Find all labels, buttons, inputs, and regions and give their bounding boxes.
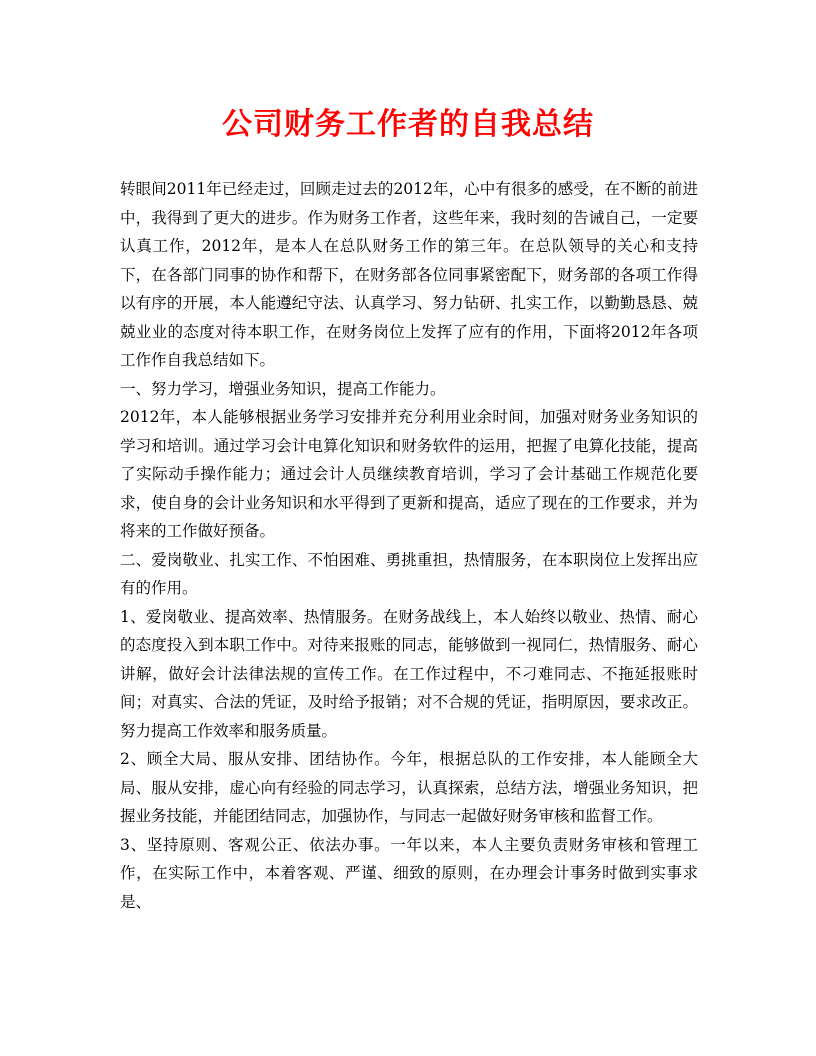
section-heading-2: 二、爱岗敬业、扎实工作、不怕困难、勇挑重担，热情服务，在本职岗位上发挥出应有的作用。 — [120, 550, 698, 597]
paragraph-item-1: 1、爱岗敬业、提高效率、热情服务。在财务战线上，本人始终以敬业、热情、耐心的态度投入到本职工作中。对待来报账的同志，能够做到一视同仁，热情服务、耐心讲解，做好会计法律法规的宣传工作。在工作过程中，不刁难同志、不拖延报账时间；对真实、合法的凭证，及时给予报销；对不合规的凭证，指明原因，要求改正。努力提高工作效率和服务质量。 — [120, 607, 698, 740]
paragraph-learning: 2012年，本人能够根据业务学习安排并充分利用业余时间，加强对财务业务知识的学习和培训。通过学习会计电算化知识和财务软件的运用，把握了电算化技能，提高了实际动手操作能力；通过会计人员继续教育培训，学习了会计基础工作规范化要求，使自身的会计业务知识和水平得到了更新和提高，适应了现在的工作要求，并为将来的工作做好预备。 — [120, 408, 698, 540]
document-title: 公司财务工作者的自我总结 — [222, 107, 594, 142]
paragraph-item-3: 3、坚持原则、客观公正、依法办事。一年以来，本人主要负责财务审核和管理工作，在实际工作中，本着客观、严谨、细致的原则，在办理会计事务时做到实事求是、 — [120, 835, 698, 911]
document-body — [120, 175, 698, 916]
paragraph-intro: 转眼间2011年已经走过，回顾走过去的2012年，心中有很多的感受，在不断的前进中，我得到了更大的进步。作为财务工作者，这些年来，我时刻的告诫自己，一定要认真工作，2012年，是本人在总队财务工作的第三年。在总队领导的关心和支持下，在各部门同事的协作和帮下，在财务部各位同事紧密配下，财务部的各项工作得以有序的开展，本人能遵纪守法、认真学习、努力钻研、扎实工作，以勤勤恳恳、兢兢业业的态度对待本职工作，在财务岗位上发挥了应有的作用，下面将2012年各项工作作自我总结如下。 — [120, 180, 698, 369]
section-heading-1: 一、努力学习，增强业务知识，提高工作能力。 — [120, 379, 446, 398]
paragraph-item-2: 2、顾全大局、服从安排、团结协作。今年，根据总队的工作安排，本人能顾全大局、服从安排，虚心向有经验的同志学习，认真探索，总结方法，增强业务知识，把握业务技能，并能团结同志，加强协作，与同志一起做好财务审核和监督工作。 — [120, 750, 698, 825]
